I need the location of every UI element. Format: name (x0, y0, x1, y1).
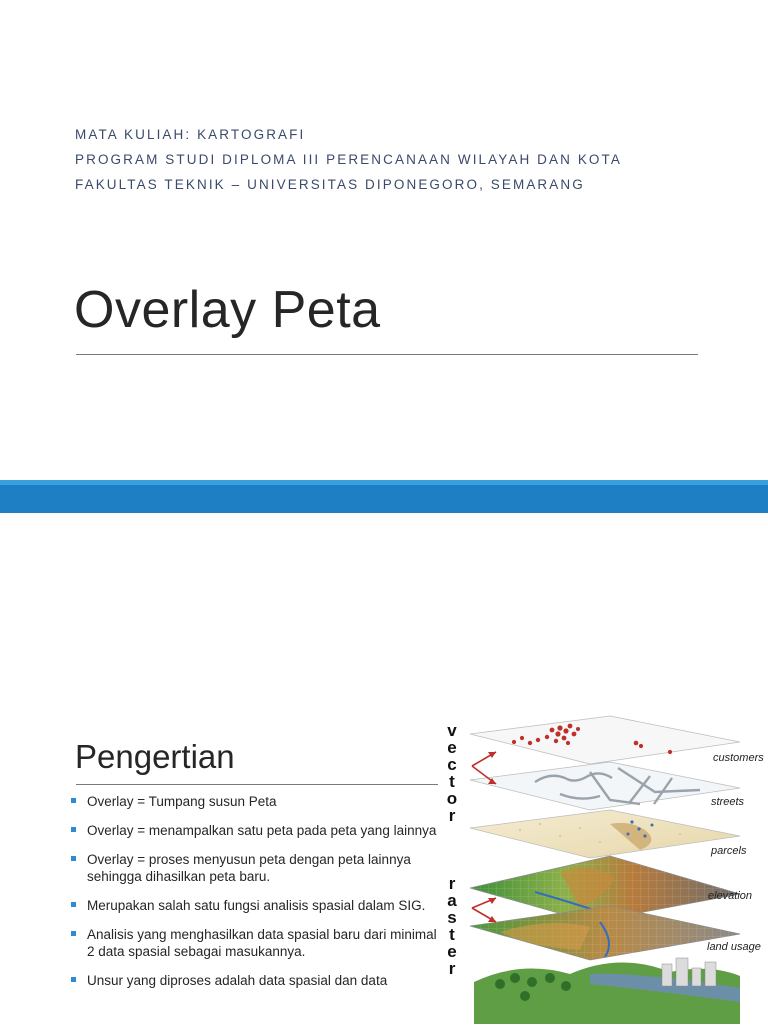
raster-label: r a s t e r (447, 874, 457, 978)
title-divider (76, 354, 698, 355)
course-name: MATA KULIAH: KARTOGRAFI (75, 127, 306, 142)
bullet-item: Unsur yang diproses adalah data spasial dan data (70, 972, 440, 989)
section-title: Pengertian (75, 738, 235, 775)
bullet-item: Overlay = Tumpang susun Peta (70, 793, 440, 810)
section-divider (76, 784, 438, 785)
gis-layers-figure (440, 712, 768, 1024)
title-slide (0, 0, 768, 480)
bullet-item: Analisis yang menghasilkan data spasial baru dari minimal 2 data spasial sebagai masukannya. (70, 926, 440, 960)
layer-label-parcels: parcels (711, 845, 747, 857)
study-program: PROGRAM STUDI DIPLOMA III PERENCANAAN WILAYAH DAN KOTA (75, 152, 622, 167)
layer-label-customers: customers (713, 752, 764, 764)
bullet-item: Overlay = proses menyusun peta dengan peta lainnya sehingga dihasilkan peta baru. (70, 851, 440, 885)
slide-title: Overlay Peta (74, 281, 381, 339)
faculty-university: FAKULTAS TEKNIK – UNIVERSITAS DIPONEGORO, SEMARANG (75, 177, 585, 192)
layer-label-land-usage: land usage (707, 941, 761, 953)
bullet-item: Overlay = menampalkan satu peta pada peta yang lainnya (70, 822, 440, 839)
slide-separator-band (0, 485, 768, 513)
vector-label: v e c t o r (446, 721, 458, 825)
bullet-list (70, 793, 440, 1001)
layer-label-elevation: elevation (708, 890, 753, 902)
bullet-item: Merupakan salah satu fungsi analisis spasial dalam SIG. (70, 897, 440, 914)
layer-label-streets: streets (711, 796, 745, 808)
